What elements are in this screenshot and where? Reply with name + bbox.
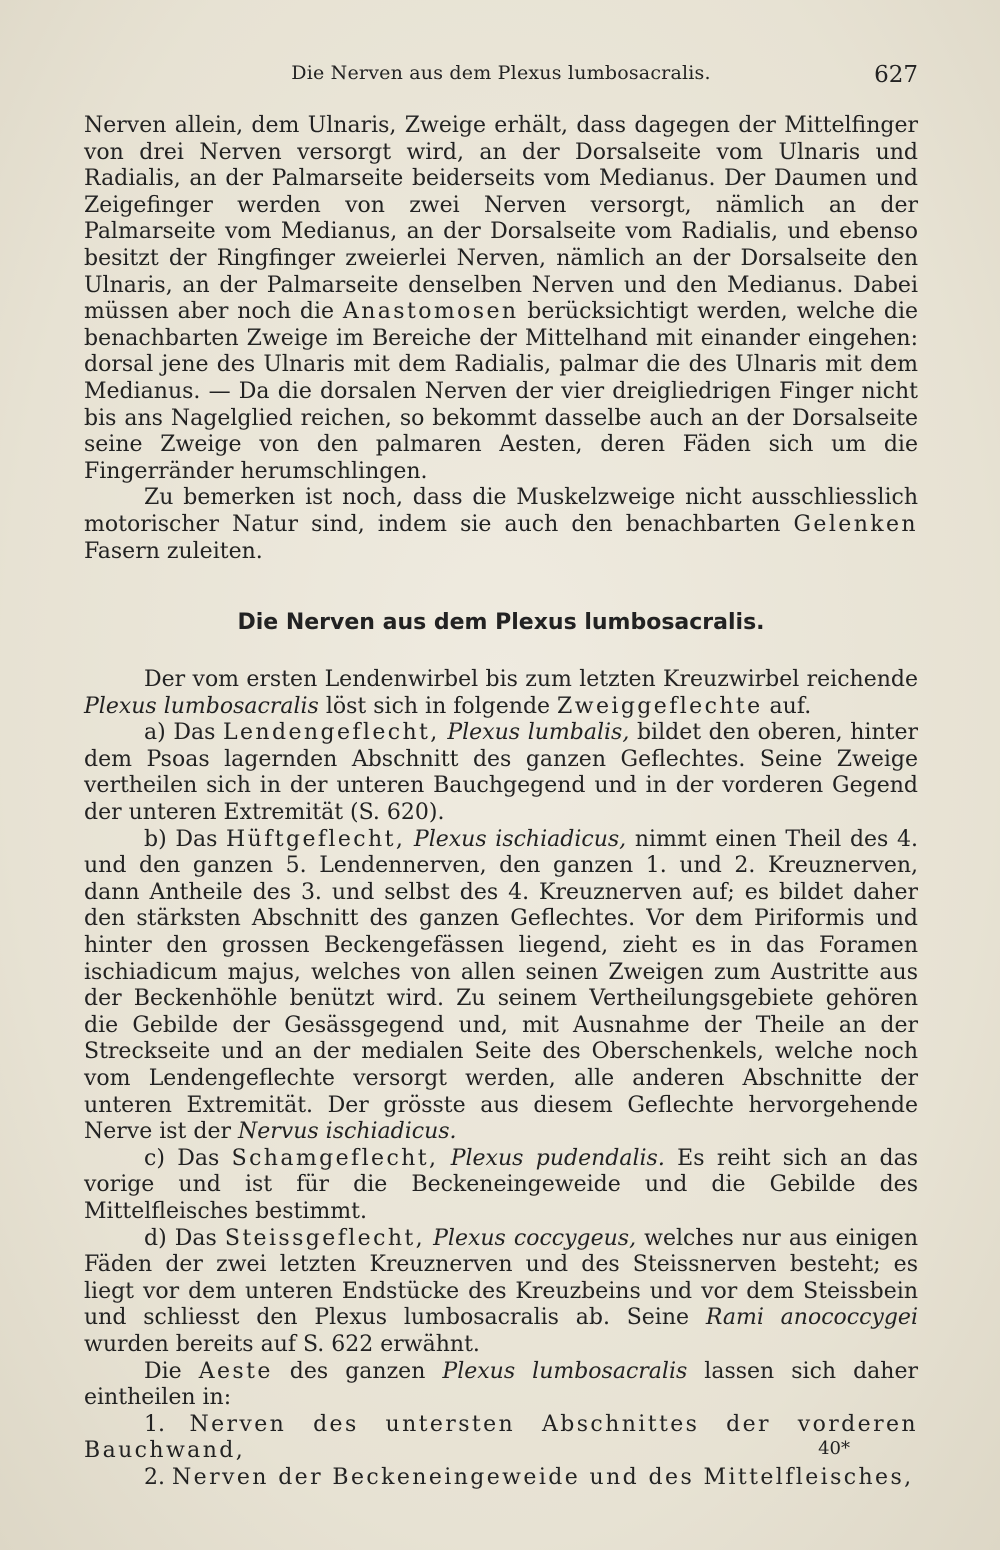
spaced-term: Zweiggeflechte [557, 693, 763, 719]
text-run: Zu bemerken ist noch, dass die Muskelzweige nicht ausschliesslich motorischer Natur sind, indem sie auch den benachbarten [84, 485, 918, 537]
body-text [84, 113, 918, 1492]
list-text: Nerven der Beckeneingeweide und des Mittelfleisches, [172, 1464, 914, 1490]
page-header [84, 58, 918, 92]
spaced-term: Aeste [198, 1358, 273, 1384]
text-run: berücksichtigt werden, welche die benachbarten Zweige im Bereiche der Mittelhand mit einander eingehen: dorsal jene des Ulnaris mit dem Radialis, palmar die des Ulnaris mit dem Medianus. — Da die dorsalen Nerven der vier dreigliedrigen Finger nicht bis ans Nagelglied reichen, so bekommt dasselbe auch an der Dorsalseite seine Zweige von den palmaren Aesten, deren Fäden sich um die Fingerränder herumschlingen. [84, 299, 918, 484]
paragraph-plexus-pudendalis [84, 1146, 918, 1226]
italic-term: Plexus ischiadicus, [413, 826, 627, 852]
paragraph-intro [84, 667, 918, 720]
text-run: löst sich in folgende [318, 693, 558, 719]
running-title: Die Nerven aus dem Plexus lumbosacralis. [291, 62, 711, 84]
text-run: Nerven allein, dem Ulnaris, Zweige erhält, dass dagegen der Mittelfinger von drei Nerven versorgt wird, an der Dorsalseite vom Ulnaris und Radialis, an der Palmarseite beiderseits vom Medianus. Der Daumen und Zeigefinger werden von zwei Nerven versorgt, nämlich an der Palmarseite vom Medianus, an der Dorsalseite vom Radialis, und ebenso besitzt der Ringfinger zweierlei Nerven, nämlich an der Dorsalseite den Ulnaris, an der Palmarseite denselben Nerven und den Medianus. Dabei müssen aber noch die [84, 113, 918, 325]
text-run: bildet den oberen, hinter dem Psoas lagernden Abschnitt des ganzen Geflechtes. Seine Zweige vertheilen sich in der unteren Bauchgegend und in der vorderen Gegend der unteren Extremität (S. 620). [84, 720, 919, 826]
text-run: Fasern zuleiten. [84, 538, 263, 564]
italic-term: Plexus coccygeus, [433, 1225, 637, 1251]
text-run: lassen sich daher eintheilen in: [84, 1358, 918, 1411]
spaced-term: Lendengeflecht, [223, 720, 440, 746]
text-run: Der vom ersten Lendenwirbel bis zum letzten Kreuzwirbel reichende [144, 667, 918, 693]
text-run: auf. [762, 693, 812, 719]
text-run: wurden bereits auf S. 622 erwähnt. [84, 1331, 480, 1357]
item-label: b) Das [144, 826, 227, 852]
list-number: 1. [144, 1411, 165, 1437]
paragraph-continued [84, 113, 918, 485]
spaced-term: Schamgeflecht, [231, 1145, 439, 1171]
list-text: Nerven des untersten Abschnittes der vorderen Bauchwand, [84, 1411, 918, 1464]
spaced-term: Anastomosen [342, 299, 519, 325]
spaced-term: Hüftgeflecht, [226, 826, 406, 852]
text-run: nimmt einen Theil des 4. und den ganzen 5. Lendennerven, den ganzen 1. und 2. Kreuznerven, dann Antheile des 3. und selbst des 4. Kreuznerven auf; es bildet daher den stärksten Abschnitt des ganzen Geflechtes. Vor dem Piriformis und hinter den grossen Beckengefässen liegend, zieht es in das Foramen ischiadicum majus, welches von allen seinen Zweigen zum Austritte aus der Beckenhöhle benützt wird. Zu seinem Vertheilungsgebiete gehören die Gebilde der Gesässgegend und, mit Ausnahme der Theile an der Streckseite und an der medialen Seite des Oberschenkels, welche noch vom Lendengeflechte versorgt werden, alle anderen Abschnitte der unteren Extremität. Der grösste aus diesem Geflechte hervorgehende Nerve ist der [84, 826, 918, 1145]
paragraph-branches [84, 1359, 918, 1412]
paragraph-plexus-coccygeus [84, 1226, 918, 1359]
paragraph-plexus-lumbalis [84, 720, 918, 826]
text-run: welches nur aus einigen Fäden der zwei letzten Kreuznerven und des Steissnerven besteht; es liegt vor dem unteren Endstücke des Kreuzbeins und vor dem Steissbein und schliesst den Plexus lumbosacralis ab. Seine [84, 1225, 918, 1331]
italic-term: Plexus lumbosacralis [442, 1358, 688, 1384]
list-number: 2. [144, 1464, 165, 1490]
spaced-term: Steissgeflecht, [224, 1225, 426, 1251]
list-item [84, 1465, 918, 1492]
text-run: des ganzen [272, 1358, 443, 1384]
list-item [84, 1412, 918, 1465]
section-heading: Die Nerven aus dem Plexus lumbosacralis. [237, 610, 765, 636]
italic-term: Plexus lumbalis, [447, 720, 630, 746]
item-label: c) Das [144, 1145, 232, 1171]
italic-term: Plexus lumbosacralis [84, 693, 319, 719]
italic-term: Nervus ischiadicus. [238, 1119, 457, 1145]
page-number: 627 [874, 62, 918, 88]
paragraph-plexus-ischiadicus [84, 827, 918, 1146]
text-run: Es reiht sich an das vorige und ist für die Beckeneingeweide und die Gebilde des Mittelfleisches bestimmt. [84, 1145, 918, 1224]
item-label: d) Das [144, 1225, 225, 1251]
italic-term: Rami anococcygei [705, 1305, 918, 1331]
paragraph-remark [84, 485, 918, 565]
item-label: a) Das [144, 720, 223, 746]
text-run: Die [144, 1358, 199, 1384]
italic-term: Plexus pudendalis. [450, 1145, 665, 1171]
signature-mark: 40* [818, 1438, 850, 1459]
spaced-term: Gelenken [793, 511, 918, 537]
